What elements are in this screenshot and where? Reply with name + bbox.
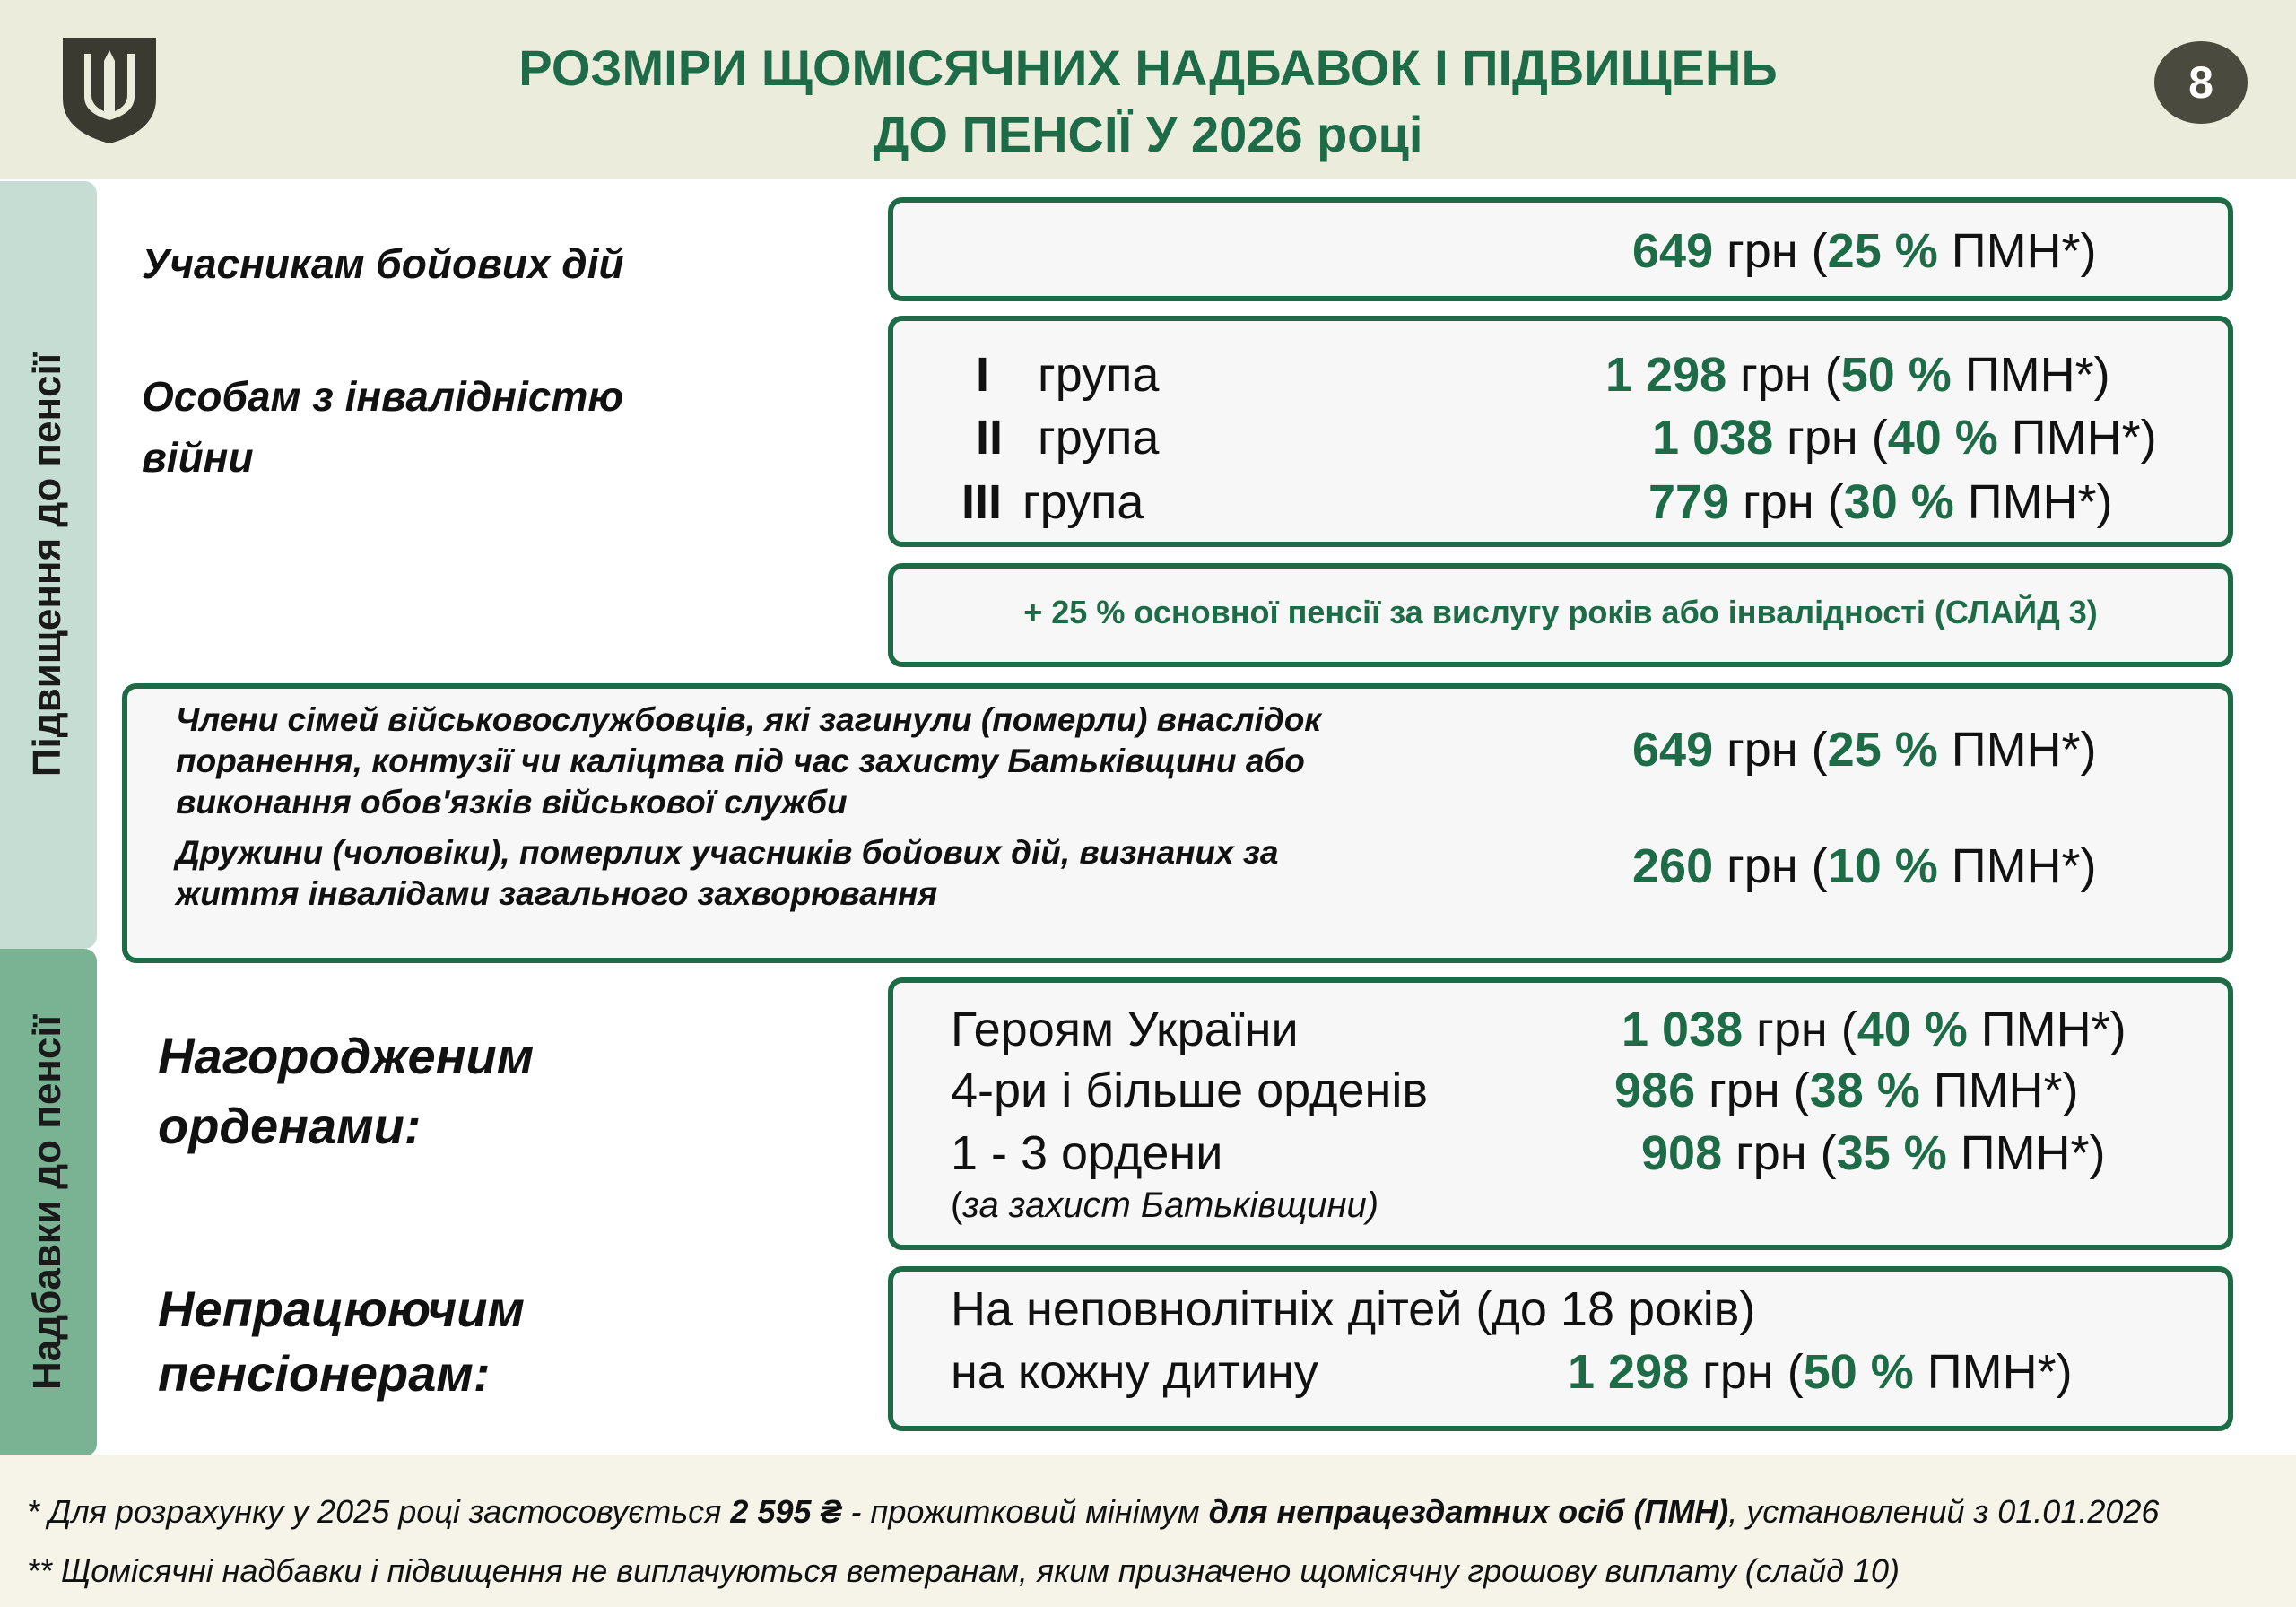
amount-unit: грн ( <box>1726 348 1841 402</box>
group-number: I <box>976 348 990 402</box>
awards-row-3-amount <box>1641 1126 2106 1180</box>
group-number: II <box>976 411 1004 465</box>
pmn-suffix: ПМН*) <box>1937 723 2097 777</box>
pmn-suffix: ПМН*) <box>1953 475 2113 529</box>
family-row-2-line1: Дружини (чоловіки), померлих учасників бойових дій, визнаних за <box>176 834 1279 871</box>
side-tab-increases-label <box>7 181 88 949</box>
percent-value: 50 % <box>1803 1345 1914 1399</box>
pmn-suffix: ПМН*) <box>1913 1345 2073 1399</box>
amount-value: 1 038 <box>1652 411 1774 465</box>
side-tab-supplements-label <box>7 949 88 1456</box>
pmn-suffix: ПМН*) <box>1967 1003 2126 1056</box>
pmn-suffix: ПМН*) <box>1937 839 2097 893</box>
awards-row-2-text: 4-ри і більше орденів <box>951 1064 1429 1117</box>
percent-value: 40 % <box>1887 411 1998 465</box>
amount-value: 1 038 <box>1622 1003 1744 1056</box>
side-tab-increases-text: Підвищення до пенсії <box>25 352 69 777</box>
pensioners-label-line1: Непрацюючим <box>158 1281 525 1337</box>
percent-value: 30 % <box>1843 475 1954 529</box>
family-row-1-line3: виконання обов'язків військової служби <box>176 784 848 821</box>
pensioners-line2-text: на кожну дитину <box>951 1345 1318 1399</box>
percent-value: 25 % <box>1827 224 1938 278</box>
trident-shield-icon <box>59 34 160 145</box>
disability-group-2-word: група <box>1038 411 1160 465</box>
disability-group-2-label <box>976 411 1003 465</box>
pmn-suffix: ПМН*) <box>1946 1126 2106 1180</box>
pmn-suffix: ПМН*) <box>1919 1064 2079 1117</box>
amount-unit: грн ( <box>1743 1003 1857 1056</box>
footnote-1-part-a: Для розрахунку у 2025 році застосовується <box>39 1493 731 1530</box>
percent-value: 50 % <box>1840 348 1952 402</box>
group-number: III <box>961 475 1003 529</box>
percent-value: 25 % <box>1827 723 1938 777</box>
pensioners-line1: На неповнолітніх дітей (до 18 років) <box>951 1282 1756 1336</box>
disability-group-1-word: група <box>1038 348 1160 402</box>
awards-label-line2: орденами: <box>158 1098 422 1154</box>
amount-unit: грн ( <box>1713 839 1828 893</box>
pmn-suffix: ПМН*) <box>1997 411 2157 465</box>
awards-row-1-amount <box>1622 1003 2126 1056</box>
pmn-suffix: ПМН*) <box>1951 348 2110 402</box>
amount-value: 908 <box>1641 1126 1723 1180</box>
awards-note <box>951 1186 1378 1226</box>
footnote-star: ** <box>27 1552 53 1589</box>
awards-note-open: ( <box>951 1186 963 1225</box>
side-tab-supplements-text: Надбавки до пенсії <box>25 1015 69 1390</box>
page-title-line2: ДО ПЕНСІЇ У 2026 році <box>873 106 1423 162</box>
footnote-1 <box>27 1493 2159 1531</box>
family-row-1-text <box>176 699 1321 823</box>
footnote-2-text: Щомісячні надбавки і підвищення не виплачуються ветеранам, яким призначено щомісячну грошову виплату (слайд 10) <box>52 1552 1900 1589</box>
percent-value: 38 % <box>1809 1064 1920 1117</box>
family-row-2-line2: життя інвалідами загального захворювання <box>176 875 938 912</box>
amount-value: 986 <box>1614 1064 1696 1117</box>
footnote-1-amount: 2 595 ₴ <box>730 1493 842 1530</box>
amount-value: 649 <box>1632 723 1714 777</box>
amount-value: 779 <box>1648 475 1730 529</box>
pmn-suffix: ПМН*) <box>1937 224 2097 278</box>
disability-group-1-amount <box>1605 348 2110 402</box>
amount-value: 1 298 <box>1605 348 1727 402</box>
amount-unit: грн ( <box>1713 224 1828 278</box>
footnote-1-part-c: - прожитковий мінімум <box>841 1493 1209 1530</box>
amount-value: 649 <box>1632 224 1714 278</box>
footnote-1-part-e: , установлений з 01.01.2026 <box>1728 1493 2160 1530</box>
amount-value: 260 <box>1632 839 1714 893</box>
family-row-1-amount <box>1632 723 2097 777</box>
family-row-1-line1: Члени сімей військовослужбовців, які загинули (померли) внаслідок <box>176 701 1322 738</box>
slide-number-badge: 8 <box>2154 41 2248 124</box>
percent-value: 40 % <box>1857 1003 1968 1056</box>
awards-note-text: за захист Батьківщини) <box>962 1186 1379 1225</box>
disability-group-1-label <box>976 348 989 402</box>
percent-value: 35 % <box>1836 1126 1947 1180</box>
amount-unit: грн ( <box>1722 1126 1837 1180</box>
footnote-1-pmn: для непрацездатних осіб (ПМН) <box>1208 1493 1729 1530</box>
disability-group-3-word: група <box>1022 475 1144 529</box>
disability-group-3-label <box>961 475 1002 529</box>
amount-unit: грн ( <box>1695 1064 1810 1117</box>
extra-note-text: + 25 % основної пенсії за вислугу років або інвалідності (СЛАЙД 3) <box>1023 594 2098 630</box>
disability-label-line2: війни <box>142 434 254 481</box>
amount-unit: грн ( <box>1773 411 1888 465</box>
pensioners-amount <box>1568 1345 2073 1399</box>
combat-label: Учасникам бойових дій <box>142 240 624 287</box>
family-row-2-text <box>176 832 1278 915</box>
family-row-1-line2: поранення, контузії чи каліцтва під час захисту Батьківщини або <box>176 743 1305 779</box>
combat-amount-row <box>1632 224 2097 278</box>
percent-value: 10 % <box>1827 839 1938 893</box>
awards-row-3-text: 1 - 3 ордени <box>951 1126 1223 1180</box>
awards-row-2-amount <box>1614 1064 2079 1117</box>
disability-label-line1: Особам з інвалідністю <box>142 373 624 420</box>
footnote-2 <box>27 1552 1900 1590</box>
footnote-star: * <box>27 1493 40 1530</box>
pensioners-label-line2: пенсіонерам: <box>158 1345 491 1402</box>
amount-unit: грн ( <box>1713 723 1828 777</box>
disability-group-2-amount <box>1652 411 2157 465</box>
amount-value: 1 298 <box>1568 1345 1690 1399</box>
awards-label-line1: Нагородженим <box>158 1028 535 1084</box>
amount-unit: грн ( <box>1689 1345 1804 1399</box>
page-title-line1: РОЗМІРИ ЩОМІСЯЧНИХ НАДБАВОК І ПІДВИЩЕНЬ <box>518 39 1778 96</box>
family-row-2-amount <box>1632 839 2097 893</box>
amount-unit: грн ( <box>1729 475 1844 529</box>
disability-group-3-amount <box>1648 475 2113 529</box>
awards-row-1-text: Героям України <box>951 1003 1299 1056</box>
